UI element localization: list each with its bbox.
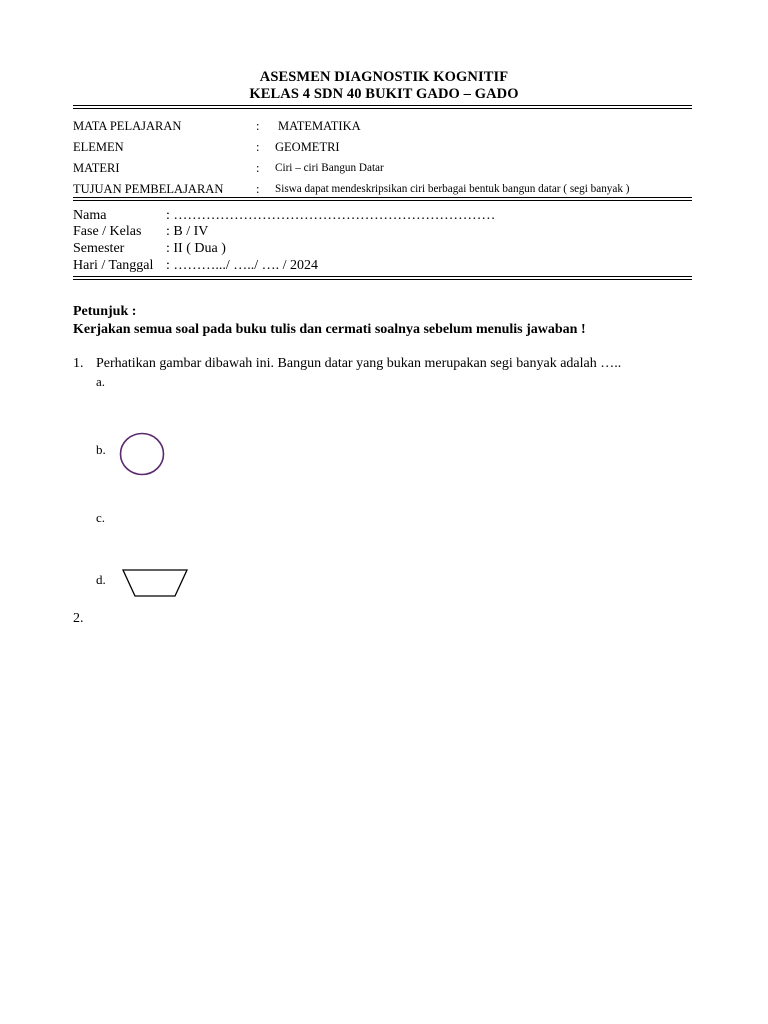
- student-label: Semester: [73, 241, 125, 256]
- info-value: GEOMETRI: [275, 140, 340, 154]
- info-label: MATERI: [73, 161, 120, 175]
- student-value: : ……………………………………………………………: [166, 208, 496, 223]
- option-c-label: c.: [96, 510, 106, 525]
- info-row-subject: [0, 119, 768, 135]
- instructions-heading: Petunjuk :: [73, 304, 137, 319]
- option-d-label: d.: [96, 572, 106, 587]
- info-label: ELEMEN: [73, 140, 124, 154]
- student-label: Nama: [73, 208, 107, 223]
- info-value: Siswa dapat mendeskripsikan ciri berbagai bentuk bangun datar ( segi banyak ): [275, 183, 630, 195]
- option-a-label: a.: [96, 374, 106, 389]
- document-title: ASESMEN DIAGNOSTIK KOGNITIF: [259, 69, 509, 85]
- student-value: : II ( Dua ): [166, 241, 226, 256]
- question-number: 1.: [73, 356, 84, 371]
- info-separator: :: [256, 140, 260, 154]
- student-value: : B / IV: [166, 224, 209, 239]
- header-double-rule: [73, 105, 692, 109]
- info-value: Ciri – ciri Bangun Datar: [275, 162, 384, 174]
- trapezoid-icon: [120, 567, 190, 599]
- option-b-label: b.: [96, 442, 106, 457]
- student-label: Fase / Kelas: [73, 224, 142, 239]
- info-separator: :: [256, 119, 260, 133]
- info-separator: :: [256, 161, 260, 175]
- info-separator: :: [256, 182, 260, 196]
- info-bottom-double-rule: [73, 197, 692, 201]
- instructions-text: Kerjakan semua soal pada buku tulis dan cermati soalnya sebelum menulis jawaban !: [73, 322, 586, 337]
- student-row-class: [73, 224, 208, 241]
- student-bottom-double-rule: [73, 276, 692, 280]
- info-row-learning-goal: [0, 182, 768, 198]
- info-row-material: [0, 161, 768, 177]
- student-row-date: [73, 258, 318, 275]
- question-text: Perhatikan gambar dibawah ini. Bangun datar yang bukan merupakan segi banyak adalah …..: [96, 356, 622, 371]
- info-label: TUJUAN PEMBELAJARAN: [73, 182, 224, 196]
- student-row-name: [73, 208, 495, 225]
- student-row-semester: [73, 241, 226, 258]
- student-label: Hari / Tanggal: [73, 258, 154, 273]
- info-value: MATEMATIKA: [278, 119, 361, 133]
- student-value: : ……….../ …../ …. / 2024: [166, 258, 319, 273]
- question-number: 2.: [73, 611, 84, 626]
- info-row-element: [0, 140, 768, 156]
- document-subtitle: KELAS 4 SDN 40 BUKIT GADO – GADO: [249, 86, 519, 102]
- info-label: MATA PELAJARAN: [73, 119, 182, 133]
- circle-icon: [118, 431, 166, 477]
